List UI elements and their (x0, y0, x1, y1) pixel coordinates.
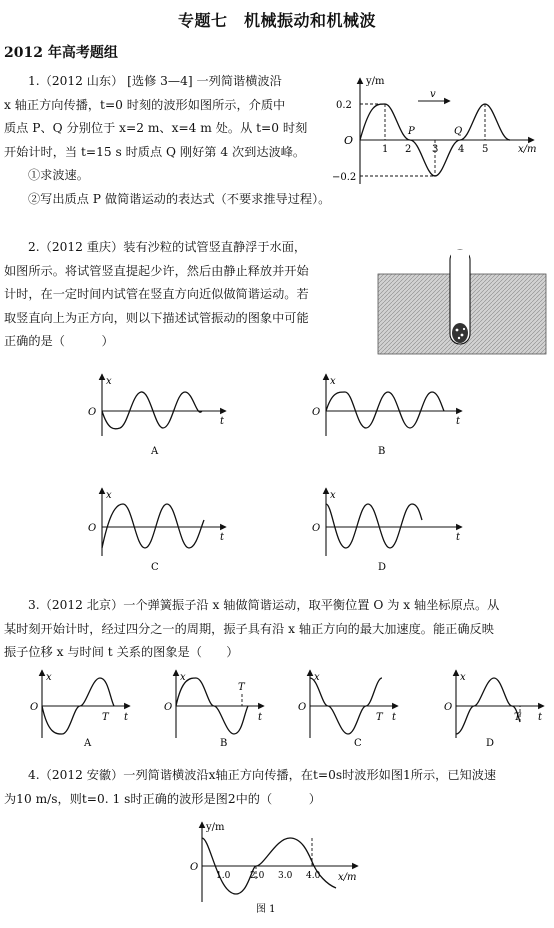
q2-line: 如图所示。将试管竖直提起少许，然后由静止释放并开始 (4, 263, 309, 278)
q3-b-y-label: x (180, 672, 186, 683)
q2-a-y-label: x (106, 376, 112, 387)
q2-graph-c[interactable] (88, 488, 226, 573)
q2-graph-a[interactable] (88, 374, 226, 457)
q3-option-a-label: A (84, 738, 92, 749)
q2-sand (452, 323, 468, 343)
q2-line: 正确的是（ ） (4, 334, 114, 348)
q3-c-t-label: t (392, 712, 397, 723)
q3-c-period: T (376, 712, 383, 723)
q3-option-graphs (0, 666, 554, 758)
q2-c-t-label: t (220, 532, 225, 543)
q2-tube-top (451, 250, 469, 272)
q2-line: 计时，在一定时间内试管在竖直方向近似做简谐运动。若 (4, 287, 309, 301)
q1-x-tick: 5 (482, 144, 489, 155)
q1-line: ①求波速。 (28, 168, 89, 182)
q1-origin: O (344, 134, 354, 147)
question-4-text (4, 764, 496, 811)
q3-c-y-label: x (314, 672, 320, 683)
q4-origin: O (190, 862, 199, 873)
q2-d-y-label: x (330, 490, 336, 501)
q2-c-y-label: x (106, 490, 112, 501)
q3-line: 3.（2012 北京）一个弹簧振子沿 x 轴做简谐运动，取平衡位置 O 为 x 轴坐标原点。从 (28, 598, 500, 612)
q1-point-p: P (408, 126, 415, 137)
q1-x-tick: 4 (458, 144, 465, 155)
q2-graph-b[interactable] (312, 374, 462, 457)
q1-velocity-label: v (430, 89, 436, 100)
q1-y-tick: −0.2 (332, 172, 357, 183)
q3-graph-c[interactable] (298, 670, 398, 749)
q3-b-origin: O (164, 702, 173, 713)
q3-graph-b[interactable] (164, 670, 264, 749)
q2-option-b-label: B (378, 446, 386, 457)
q1-line: 1.（2012 山东） [选修 3—4] 一列简谐横波沿 (28, 74, 282, 88)
q4-line: 为10 m/s，则t=0. 1 s时正确的波形是图2中的（ ） (4, 791, 321, 806)
q4-caption: 图 1 (256, 904, 276, 915)
q3-a-t-label: t (124, 712, 129, 723)
q2-line: 取竖直向上为正方向，则以下描述试管振动的图象中可能 (4, 310, 309, 325)
q2-b-t-label: t (456, 416, 461, 427)
q2-d-t-label: t (456, 532, 461, 543)
q1-line: x 轴正方向传播，t=0 时刻的波形如图所示，介质中 (4, 97, 286, 112)
q3-b-t-label: t (258, 712, 263, 723)
q3-option-c-label: C (354, 738, 362, 749)
q3-a-period: T (102, 712, 109, 723)
q3-d-t-label: t (538, 712, 543, 723)
q3-graph-d[interactable] (444, 670, 544, 749)
q3-line: 振子位移 x 与时间 t 关系的图象是（ ） (4, 645, 239, 659)
question-1-text (4, 70, 330, 211)
q1-y-label: y/m (366, 76, 385, 87)
q4-x-label: x/m (338, 872, 357, 883)
q1-line: 开始计时，当 t=15 s 时质点 Q 刚好第 4 次到达波峰。 (4, 144, 306, 159)
q3-c-origin: O (298, 702, 307, 713)
q2-option-graphs (0, 370, 554, 573)
q3-option-b-label: B (220, 738, 228, 749)
q1-y-tick: 0.2 (336, 100, 352, 111)
q2-c-origin: O (88, 523, 97, 534)
q3-option-d-label: D (486, 738, 495, 749)
q1-point-q: Q (454, 126, 463, 137)
q3-a-y-label: x (46, 672, 52, 683)
question-2-text (4, 236, 309, 354)
q2-b-origin: O (312, 407, 321, 418)
q4-x-tick: 1.0 (216, 871, 231, 881)
q2-a-origin: O (88, 407, 97, 418)
q2-d-origin: O (312, 523, 321, 534)
q4-x-tick: 4.0 (306, 871, 321, 881)
section-heading: 2012 年高考题组 (4, 45, 118, 61)
q4-y-label: y/m (206, 822, 225, 833)
q1-x-label: x/m (518, 144, 537, 155)
q4-wave-figure (186, 818, 366, 918)
q2-option-c-label: C (151, 562, 159, 573)
q1-line: 质点 P、Q 分别位于 x=2 m、x=4 m 处。从 t=0 时刻 (4, 121, 308, 135)
q1-x-tick: 2 (405, 144, 412, 155)
q3-d-period: T (514, 712, 521, 723)
q3-a-origin: O (30, 702, 39, 713)
q3-b-period: T (238, 682, 245, 693)
q2-test-tube-figure (376, 246, 548, 356)
q2-b-y-label: x (330, 376, 336, 387)
q3-d-origin: O (444, 702, 453, 713)
q2-option-a-label: A (151, 446, 159, 457)
q1-wave-figure (322, 72, 544, 192)
q4-x-tick: 2.0 (250, 871, 265, 881)
question-3-text (4, 594, 499, 665)
q1-line: ②写出质点 P 做简谐运动的表达式（不要求推导过程）。 (28, 191, 331, 206)
q3-line: 某时刻开始计时，经过四分之一的周期，振子具有沿 x 轴正方向的最大加速度。能正确反映 (4, 621, 494, 636)
q3-graph-a[interactable] (30, 670, 130, 749)
q2-option-d-label: D (378, 562, 387, 573)
q4-x-tick: 3.0 (278, 871, 293, 881)
q1-x-tick: 1 (382, 144, 389, 155)
q2-a-t-label: t (220, 416, 225, 427)
q1-x-tick: 3 (432, 144, 439, 155)
q3-d-y-label: x (460, 672, 466, 683)
q2-line: 2.（2012 重庆）装有沙粒的试管竖直静浮于水面， (28, 240, 307, 254)
q4-line: 4.（2012 安徽）一列简谐横波沿x轴正方向传播，在t=0s时波形如图1所示，已知波速 (28, 768, 497, 782)
q2-graph-d[interactable] (312, 488, 462, 573)
page-title: 专题七 机械振动和机械波 (177, 11, 376, 30)
